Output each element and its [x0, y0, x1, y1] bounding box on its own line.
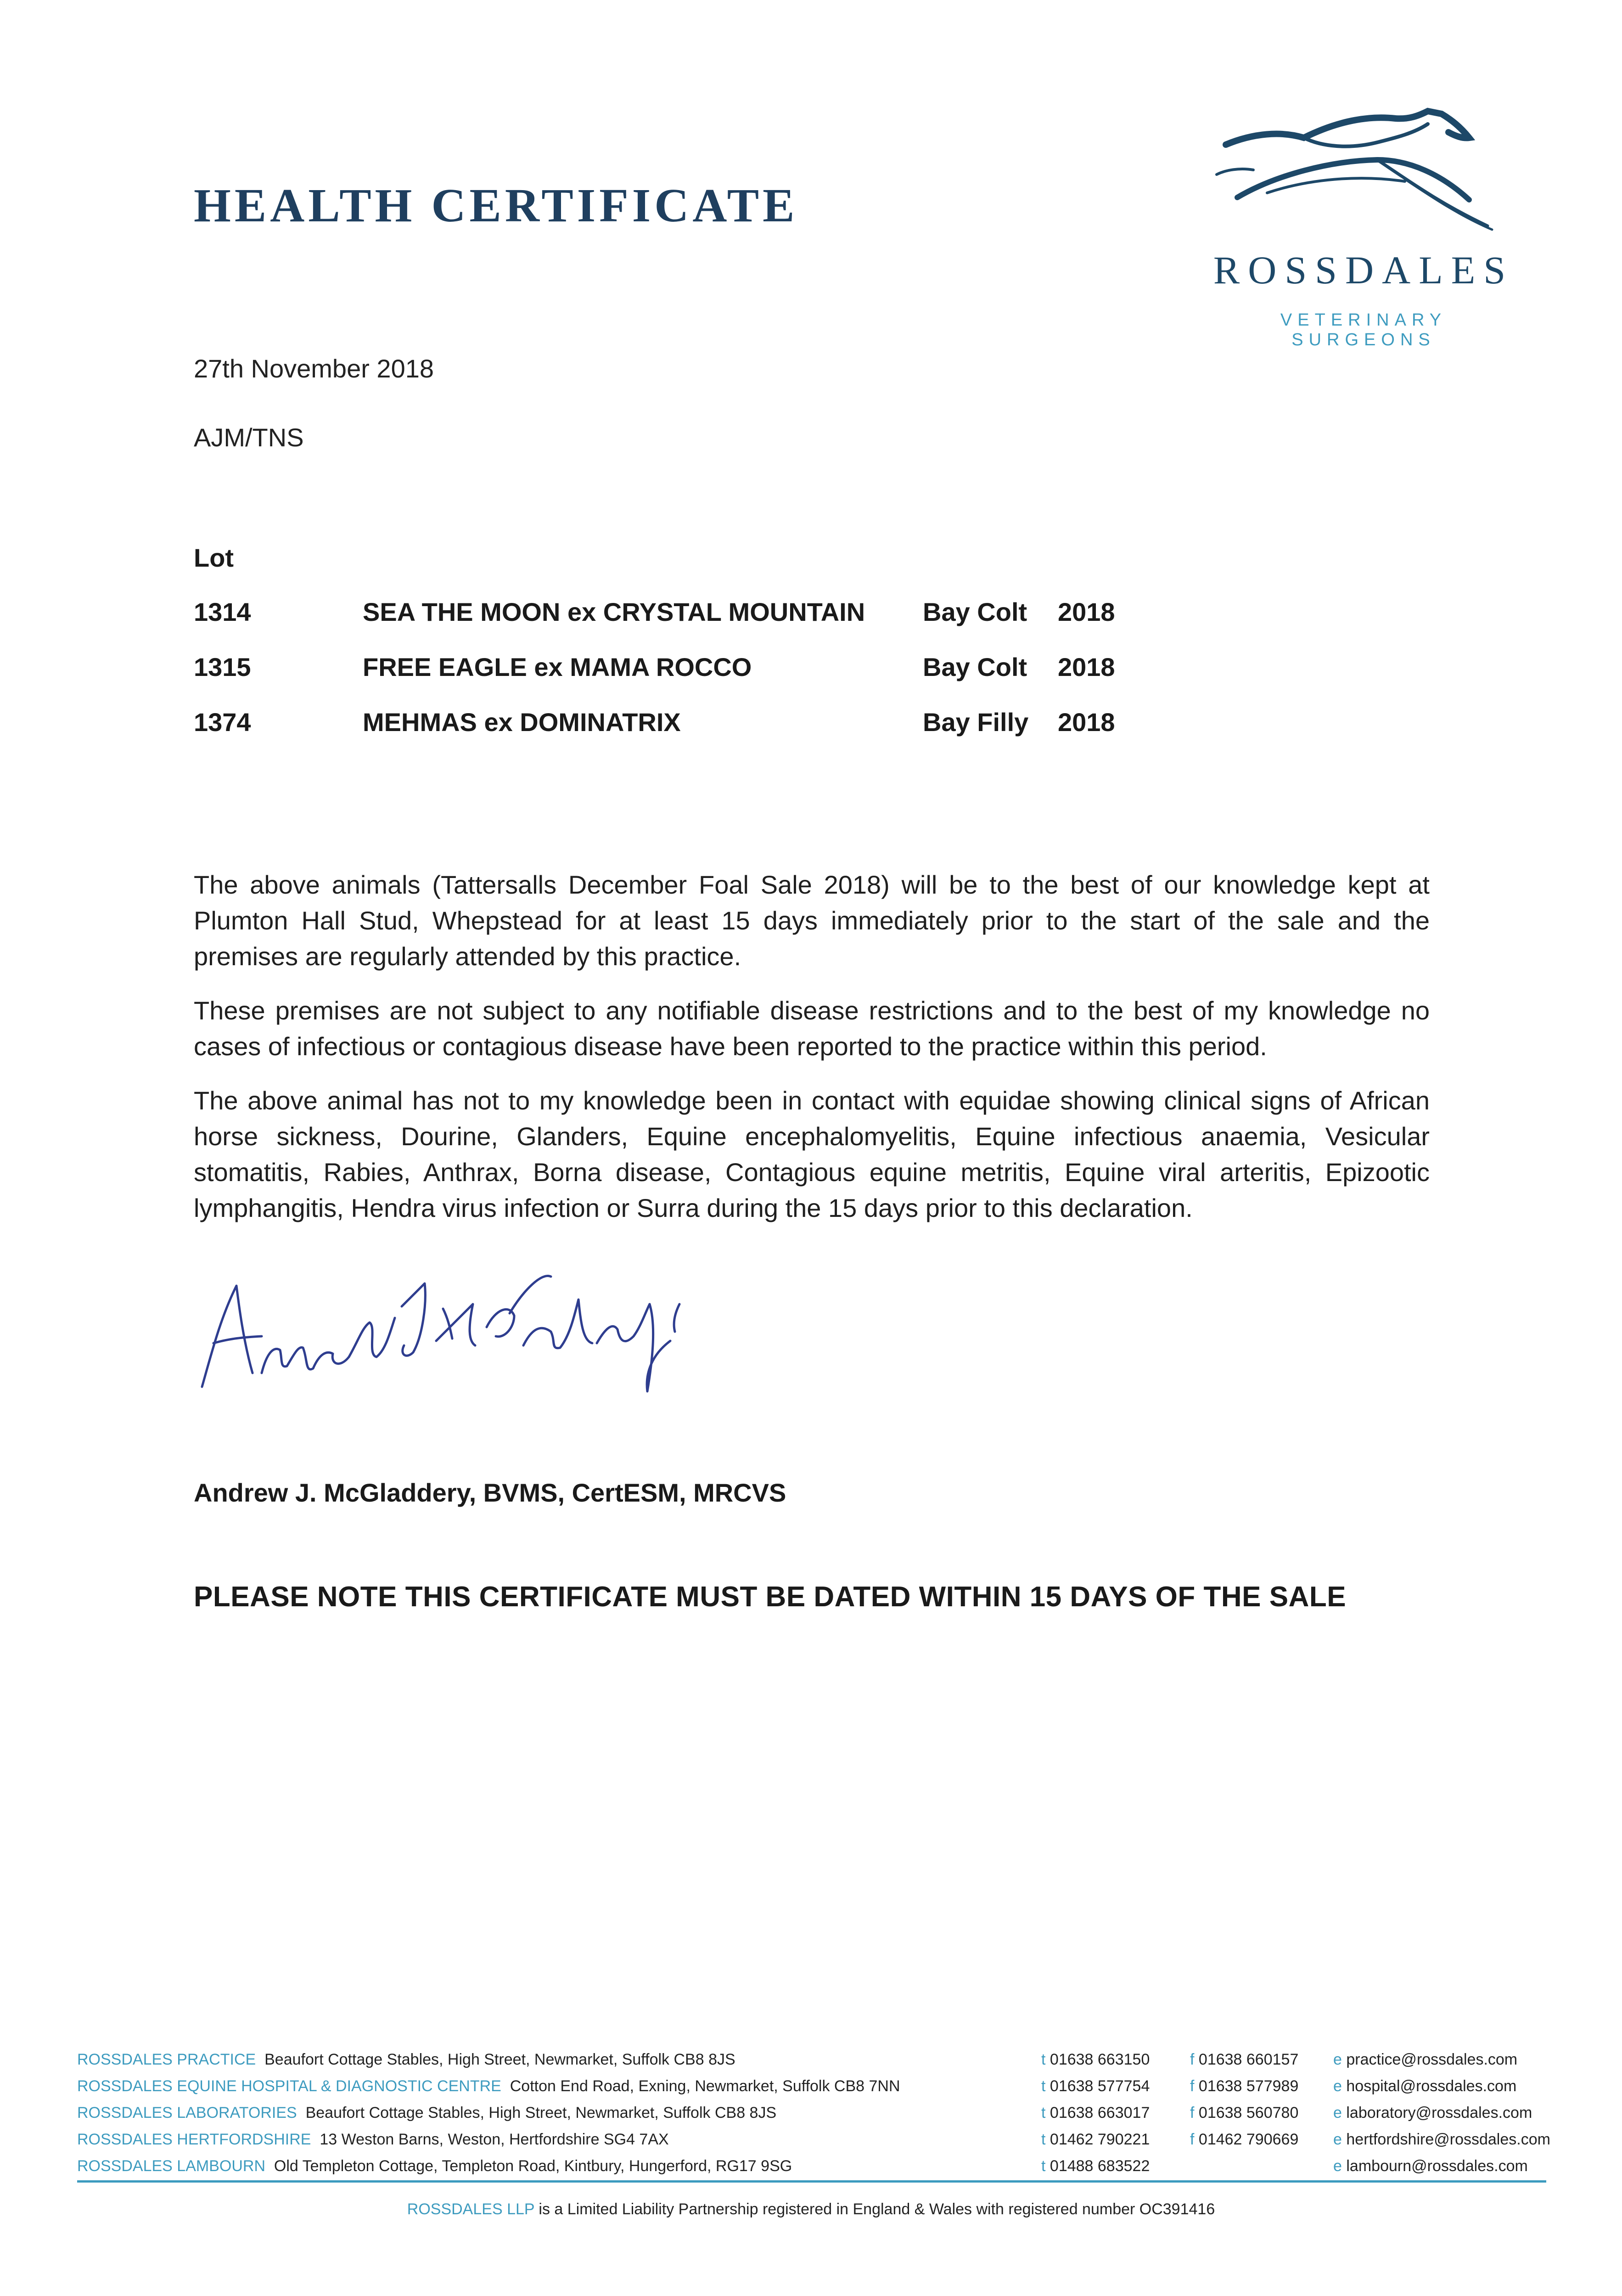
office-email[interactable]: e laboratory@rossdales.com — [1333, 2104, 1532, 2122]
office-email[interactable]: e hertfordshire@rossdales.com — [1333, 2131, 1550, 2148]
page-title: HEALTH CERTIFICATE — [194, 179, 798, 232]
office-name: ROSSDALES EQUINE HOSPITAL & DIAGNOSTIC CENTRE — [77, 2077, 501, 2095]
footer-office-line — [77, 2104, 776, 2122]
office-name: ROSSDALES HERTFORDSHIRE — [77, 2131, 311, 2148]
lot-description: Bay Filly — [923, 708, 1029, 737]
office-address: Old Templeton Cottage, Templeton Road, Kintbury, Hungerford, RG17 9SG — [274, 2157, 792, 2175]
office-telephone: t 01638 663150 — [1041, 2051, 1150, 2068]
lot-year: 2018 — [1058, 653, 1115, 681]
office-telephone: t 01638 663017 — [1041, 2104, 1150, 2122]
office-telephone: t 01462 790221 — [1041, 2131, 1150, 2148]
paragraph-restrictions: These premises are not subject to any notifiable disease restrictions and to the best of my knowledge no cases of infectious or contagious disease have been reported to the practice within this period. — [194, 996, 1430, 1061]
office-name: ROSSDALES LABORATORIES — [77, 2104, 297, 2122]
office-email[interactable]: e lambourn@rossdales.com — [1333, 2157, 1528, 2175]
office-name: ROSSDALES LAMBOURN — [77, 2157, 265, 2175]
signer-name: Andrew J. McGladdery, BVMS, CertESM, MRCVS — [194, 1478, 786, 1507]
office-fax: f 01638 660157 — [1190, 2051, 1299, 2068]
paragraph-contact: The above animal has not to my knowledge been in contact with equidae showing clinical signs of African horse sickness, Dourine, Glanders, Equine encephalomyelitis, Equine infectious anaemia, Vesicular stomatitis, Rabies, Anthrax, Borna disease, Contagious equine metritis, Equine viral arteritis, Epizootic lymphangitis, Hendra virus infection or Surra during the 15 days prior to this declaration. — [194, 1086, 1430, 1222]
footer-divider — [77, 2180, 1546, 2183]
lot-name: MEHMAS ex DOMINATRIX — [363, 708, 681, 737]
office-fax: f 01638 560780 — [1190, 2104, 1299, 2122]
dating-notice: PLEASE NOTE THIS CERTIFICATE MUST BE DATED WITHIN 15 DAYS OF THE SALE — [194, 1581, 1347, 1613]
footer-office-line — [77, 2157, 792, 2175]
office-telephone: t 01488 683522 — [1041, 2157, 1150, 2175]
footer-office-line — [77, 2131, 669, 2149]
lot-row — [194, 597, 1387, 634]
lot-heading: Lot — [194, 543, 234, 572]
llp-text: is a Limited Liability Partnership registered in England & Wales with registered number OC391416 — [539, 2200, 1215, 2218]
office-telephone: t 01638 577754 — [1041, 2077, 1150, 2095]
office-email[interactable]: e hospital@rossdales.com — [1333, 2077, 1517, 2095]
document-date: 27th November 2018 — [194, 354, 434, 383]
handwritten-signature — [193, 1235, 698, 1410]
lot-number: 1315 — [194, 653, 251, 681]
office-name: ROSSDALES PRACTICE — [77, 2051, 256, 2068]
office-address: 13 Weston Barns, Weston, Hertfordshire SG4 7AX — [320, 2131, 669, 2148]
office-fax: f 01638 577989 — [1190, 2077, 1299, 2095]
footer-office-line — [77, 2051, 735, 2069]
llp-name: ROSSDALES LLP — [407, 2200, 534, 2218]
office-address: Cotton End Road, Exning, Newmarket, Suffolk CB8 7NN — [510, 2077, 900, 2095]
office-address: Beaufort Cottage Stables, High Street, Newmarket, Suffolk CB8 8JS — [305, 2104, 777, 2122]
galloping-horse-icon — [1212, 106, 1515, 253]
document-reference: AJM/TNS — [194, 423, 304, 452]
office-email[interactable]: e practice@rossdales.com — [1333, 2051, 1518, 2068]
lot-year: 2018 — [1058, 597, 1115, 626]
logo-subtitle: VETERINARY SURGEONS — [1280, 310, 1447, 349]
lot-row — [194, 707, 1387, 744]
llp-registration — [0, 2200, 1622, 2218]
paragraph-premises: The above animals (Tattersalls December Foal Sale 2018) will be to the best of our knowledge kept at Plumton Hall Stud, Whepstead for at least 15 days immediately prior to the start of the sale and the premises are regularly attended by this practice. — [194, 870, 1430, 971]
lot-name: SEA THE MOON ex CRYSTAL MOUNTAIN — [363, 597, 865, 626]
lot-description: Bay Colt — [923, 597, 1027, 626]
rossdales-logo — [1212, 106, 1515, 344]
lot-description: Bay Colt — [923, 653, 1027, 681]
office-address: Beaufort Cottage Stables, High Street, Newmarket, Suffolk CB8 8JS — [264, 2051, 735, 2068]
lot-name: FREE EAGLE ex MAMA ROCCO — [363, 653, 752, 681]
lot-year: 2018 — [1058, 708, 1115, 737]
logo-wordmark: ROSSDALES — [1213, 248, 1514, 292]
lot-number: 1314 — [194, 597, 251, 626]
lot-row — [194, 652, 1387, 689]
office-fax: f 01462 790669 — [1190, 2131, 1299, 2148]
footer-office-line — [77, 2077, 900, 2095]
lot-number: 1374 — [194, 708, 251, 737]
